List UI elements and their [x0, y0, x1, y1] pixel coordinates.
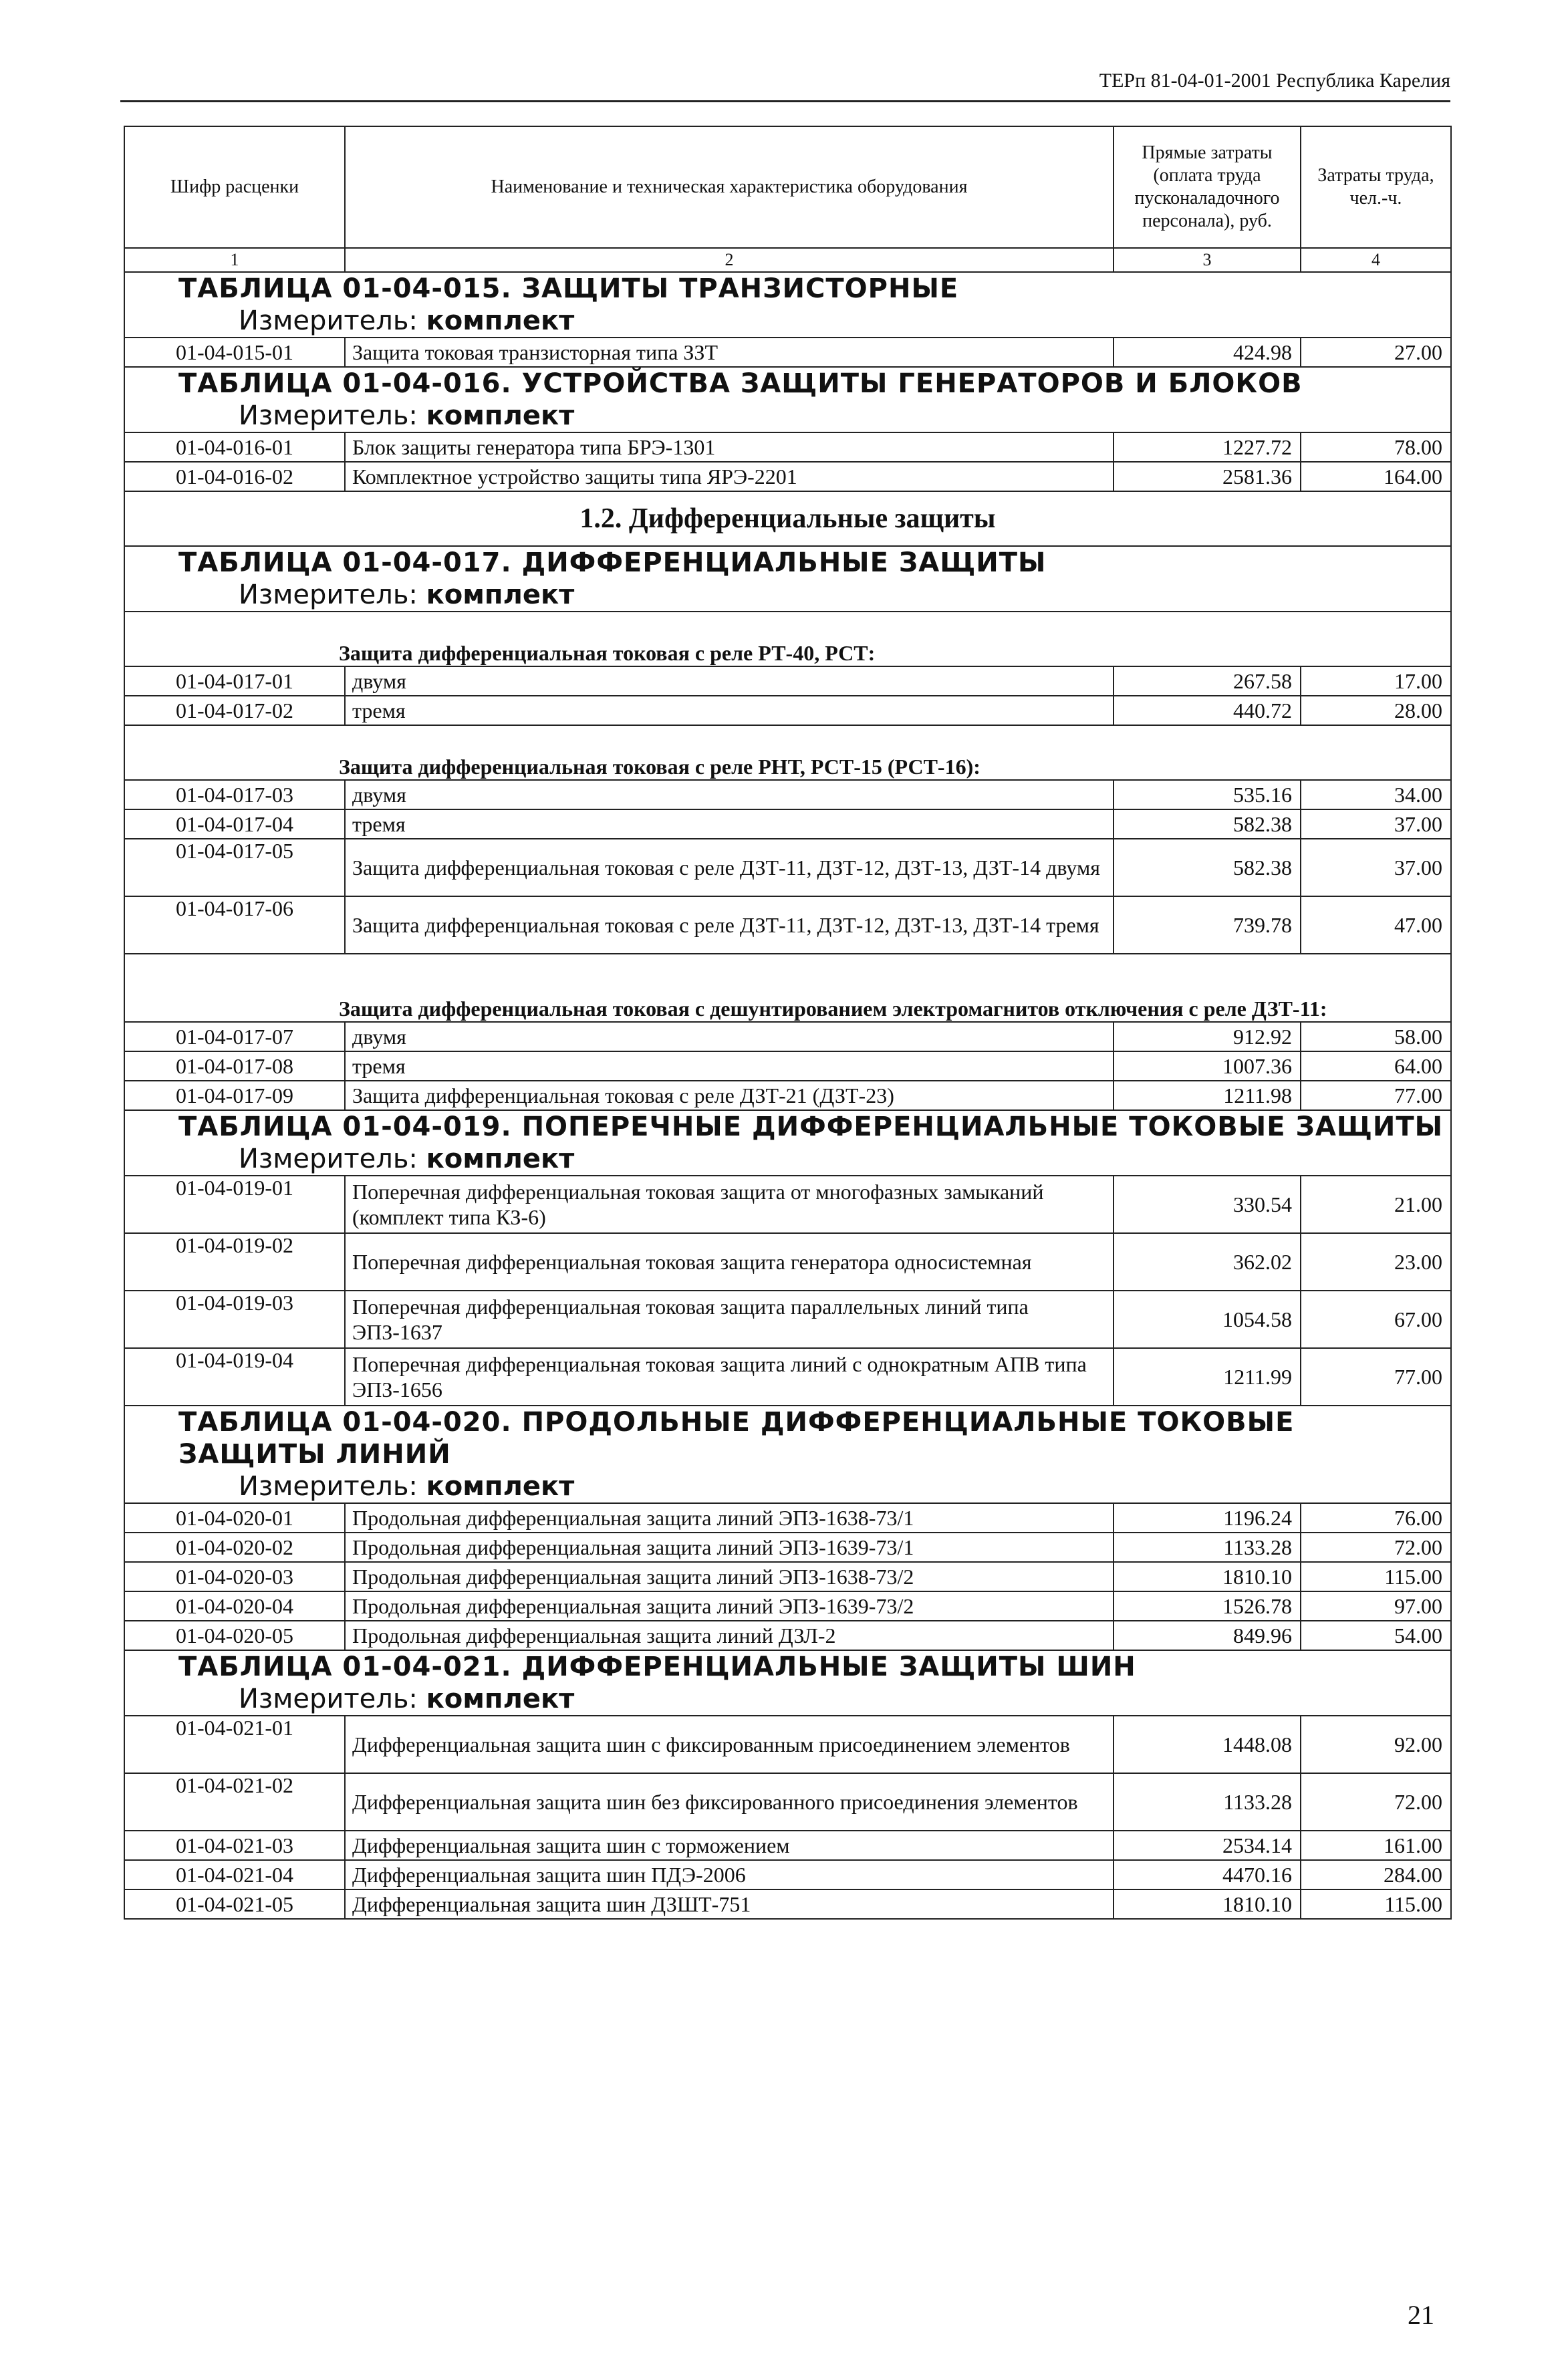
rate-labor: 78.00 — [1301, 432, 1451, 462]
rate-code: 01-04-017-08 — [124, 1051, 345, 1081]
rate-code: 01-04-021-03 — [124, 1831, 345, 1860]
rate-code: 01-04-019-03 — [124, 1291, 345, 1348]
col-number: 2 — [345, 248, 1114, 272]
rate-name: Продольная дифференциальная защита линий ДЗЛ-2 — [345, 1621, 1114, 1650]
rate-cost: 1448.08 — [1114, 1716, 1301, 1773]
rate-labor: 64.00 — [1301, 1051, 1451, 1081]
rate-name: Защита дифференциальная токовая с реле ДЗТ-21 (ДЗТ-23) — [345, 1081, 1114, 1110]
rates-table — [124, 126, 1452, 1920]
table-row — [124, 1773, 1451, 1831]
rate-cost: 1810.10 — [1114, 1562, 1301, 1591]
rate-labor: 54.00 — [1301, 1621, 1451, 1650]
col-number: 1 — [124, 248, 345, 272]
section-meter: Измеритель: комплект — [239, 1144, 575, 1174]
section-title: ТАБЛИЦА 01-04-015. ЗАЩИТЫ ТРАНЗИСТОРНЫЕ — [178, 273, 959, 304]
rate-labor: 284.00 — [1301, 1860, 1451, 1889]
rate-cost: 330.54 — [1114, 1176, 1301, 1233]
section-title: ТАБЛИЦА 01-04-020. ПРОДОЛЬНЫЕ ДИФФЕРЕНЦИАЛЬНЫЕ ТОКОВЫЕ ЗАЩИТЫ ЛИНИЙ — [178, 1407, 1295, 1470]
section-title: ТАБЛИЦА 01-04-016. УСТРОЙСТВА ЗАЩИТЫ ГЕНЕРАТОРОВ И БЛОКОВ — [178, 368, 1303, 399]
table-section-header — [124, 1110, 1451, 1176]
header-title: ТЕРп 81-04-01-2001 Республика Карелия — [1099, 70, 1450, 92]
col-number: 3 — [1114, 248, 1301, 272]
subsection-header — [124, 491, 1451, 546]
rate-name: Комплектное устройство защиты типа ЯРЭ-2201 — [345, 462, 1114, 491]
rate-cost: 849.96 — [1114, 1621, 1301, 1650]
rate-code: 01-04-021-01 — [124, 1716, 345, 1773]
rate-code: 01-04-017-04 — [124, 809, 345, 839]
rate-code: 01-04-017-01 — [124, 666, 345, 696]
rate-labor: 72.00 — [1301, 1533, 1451, 1562]
group-header — [124, 612, 1451, 666]
rate-name: Продольная дифференциальная защита линий ЭПЗ-1639-73/1 — [345, 1533, 1114, 1562]
rate-labor: 76.00 — [1301, 1503, 1451, 1533]
table-row — [124, 1081, 1451, 1110]
table-row — [124, 462, 1451, 491]
rate-code: 01-04-017-06 — [124, 896, 345, 954]
rate-labor: 17.00 — [1301, 666, 1451, 696]
rate-labor: 115.00 — [1301, 1562, 1451, 1591]
table-row — [124, 809, 1451, 839]
rate-cost: 267.58 — [1114, 666, 1301, 696]
table-row — [124, 1533, 1451, 1562]
rate-name: Дифференциальная защита шин с фиксированным присоединением элементов — [345, 1716, 1114, 1773]
rate-code: 01-04-016-02 — [124, 462, 345, 491]
table-section-header — [124, 546, 1451, 612]
table-row — [124, 1022, 1451, 1051]
rate-name: двумя — [345, 780, 1114, 809]
rate-code: 01-04-020-02 — [124, 1533, 345, 1562]
table-row — [124, 896, 1451, 954]
rate-labor: 23.00 — [1301, 1233, 1451, 1291]
rate-labor: 37.00 — [1301, 839, 1451, 896]
rate-cost: 1133.28 — [1114, 1773, 1301, 1831]
rate-code: 01-04-019-01 — [124, 1176, 345, 1233]
rate-labor: 67.00 — [1301, 1291, 1451, 1348]
table-row — [124, 696, 1451, 725]
rate-name: тремя — [345, 696, 1114, 725]
table-row — [124, 1860, 1451, 1889]
rate-cost: 912.92 — [1114, 1022, 1301, 1051]
rate-code: 01-04-021-05 — [124, 1889, 345, 1919]
rate-cost: 739.78 — [1114, 896, 1301, 954]
rate-name: двумя — [345, 1022, 1114, 1051]
rate-cost: 362.02 — [1114, 1233, 1301, 1291]
table-row — [124, 432, 1451, 462]
column-headers — [124, 126, 1451, 248]
rate-labor: 27.00 — [1301, 338, 1451, 367]
rate-code: 01-04-017-09 — [124, 1081, 345, 1110]
rate-labor: 37.00 — [1301, 809, 1451, 839]
rate-cost: 582.38 — [1114, 809, 1301, 839]
rate-name: Дифференциальная защита шин без фиксированного присоединения элементов — [345, 1773, 1114, 1831]
rate-labor: 58.00 — [1301, 1022, 1451, 1051]
rate-name: Продольная дифференциальная защита линий ЭПЗ-1638-73/1 — [345, 1503, 1114, 1533]
rate-cost: 535.16 — [1114, 780, 1301, 809]
table-row — [124, 1233, 1451, 1291]
group-header — [124, 725, 1451, 780]
section-meter: Измеритель: комплект — [239, 400, 575, 431]
rate-code: 01-04-017-07 — [124, 1022, 345, 1051]
subsection-title: 1.2. Дифференциальные защиты — [124, 491, 1451, 546]
running-header — [120, 67, 1450, 102]
section-meter: Измеритель: комплект — [239, 579, 575, 610]
table-row — [124, 780, 1451, 809]
table-row — [124, 338, 1451, 367]
table-row — [124, 1831, 1451, 1860]
table-row — [124, 1503, 1451, 1533]
table-row — [124, 1562, 1451, 1591]
col-name-header: Наименование и техническая характеристика оборудования — [345, 126, 1114, 248]
rate-code: 01-04-016-01 — [124, 432, 345, 462]
col-code-header: Шифр расценки — [124, 126, 345, 248]
rate-cost: 1526.78 — [1114, 1591, 1301, 1621]
rate-labor: 34.00 — [1301, 780, 1451, 809]
rate-labor: 47.00 — [1301, 896, 1451, 954]
rate-name: тремя — [345, 809, 1114, 839]
rate-cost: 1133.28 — [1114, 1533, 1301, 1562]
rate-code: 01-04-015-01 — [124, 338, 345, 367]
rate-cost: 424.98 — [1114, 338, 1301, 367]
rate-labor: 115.00 — [1301, 1889, 1451, 1919]
section-meter: Измеритель: комплект — [239, 1684, 575, 1714]
rate-cost: 4470.16 — [1114, 1860, 1301, 1889]
table-row — [124, 1348, 1451, 1406]
rate-labor: 161.00 — [1301, 1831, 1451, 1860]
col-direct-header: Прямые затраты (оплата труда пусконаладочного персонала), руб. — [1114, 126, 1301, 248]
page-number: 21 — [1408, 2300, 1434, 2330]
table-row — [124, 1716, 1451, 1773]
group-title: Защита дифференциальная токовая с реле РТ-40, РСТ: — [124, 612, 1451, 666]
rate-name: тремя — [345, 1051, 1114, 1081]
rate-name: Дифференциальная защита шин с торможением — [345, 1831, 1114, 1860]
rate-name: Поперечная дифференциальная токовая защита от многофазных замыканий (комплект типа КЗ-6) — [345, 1176, 1114, 1233]
rate-name: Поперечная дифференциальная токовая защита параллельных линий типа ЭПЗ-1637 — [345, 1291, 1114, 1348]
rate-labor: 92.00 — [1301, 1716, 1451, 1773]
rate-code: 01-04-020-01 — [124, 1503, 345, 1533]
rate-code: 01-04-019-02 — [124, 1233, 345, 1291]
rate-code: 01-04-017-02 — [124, 696, 345, 725]
rate-name: Продольная дифференциальная защита линий ЭПЗ-1638-73/2 — [345, 1562, 1114, 1591]
rate-name: Продольная дифференциальная защита линий ЭПЗ-1639-73/2 — [345, 1591, 1114, 1621]
group-header — [124, 954, 1451, 1022]
table-row — [124, 839, 1451, 896]
table-section-header — [124, 1406, 1451, 1503]
rate-code: 01-04-017-05 — [124, 839, 345, 896]
section-meter: Измеритель: комплект — [239, 1471, 575, 1502]
rate-code: 01-04-020-04 — [124, 1591, 345, 1621]
group-title: Защита дифференциальная токовая с дешунтированием электромагнитов отключения с реле ДЗТ-11: — [124, 954, 1451, 1022]
rate-name: Поперечная дифференциальная токовая защита генератора односистемная — [345, 1233, 1114, 1291]
rate-code: 01-04-021-04 — [124, 1860, 345, 1889]
section-title: ТАБЛИЦА 01-04-021. ДИФФЕРЕНЦИАЛЬНЫЕ ЗАЩИТЫ ШИН — [178, 1652, 1136, 1682]
table-row — [124, 1051, 1451, 1081]
rate-code: 01-04-020-05 — [124, 1621, 345, 1650]
section-title: ТАБЛИЦА 01-04-019. ПОПЕРЕЧНЫЕ ДИФФЕРЕНЦИАЛЬНЫЕ ТОКОВЫЕ ЗАЩИТЫ — [178, 1111, 1444, 1142]
table-row — [124, 1889, 1451, 1919]
col-number: 4 — [1301, 248, 1451, 272]
rate-code: 01-04-017-03 — [124, 780, 345, 809]
rate-cost: 582.38 — [1114, 839, 1301, 896]
table-row — [124, 1291, 1451, 1348]
rate-labor: 97.00 — [1301, 1591, 1451, 1621]
rate-name: Дифференциальная защита шин ПДЭ-2006 — [345, 1860, 1114, 1889]
rate-cost: 1211.99 — [1114, 1348, 1301, 1406]
group-title: Защита дифференциальная токовая с реле РНТ, РСТ-15 (РСТ-16): — [124, 725, 1451, 780]
rate-name: Защита дифференциальная токовая с реле ДЗТ-11, ДЗТ-12, ДЗТ-13, ДЗТ-14 двумя — [345, 839, 1114, 896]
rate-cost: 1211.98 — [1114, 1081, 1301, 1110]
rate-cost: 1227.72 — [1114, 432, 1301, 462]
rate-name: Защита дифференциальная токовая с реле ДЗТ-11, ДЗТ-12, ДЗТ-13, ДЗТ-14 тремя — [345, 896, 1114, 954]
table-section-header — [124, 367, 1451, 432]
rate-labor: 28.00 — [1301, 696, 1451, 725]
rate-code: 01-04-019-04 — [124, 1348, 345, 1406]
rate-code: 01-04-021-02 — [124, 1773, 345, 1831]
column-numbers — [124, 248, 1451, 272]
rate-name: Дифференциальная защита шин ДЗШТ-751 — [345, 1889, 1114, 1919]
rate-labor: 72.00 — [1301, 1773, 1451, 1831]
rate-code: 01-04-020-03 — [124, 1562, 345, 1591]
rate-name: Защита токовая транзисторная типа ЗЗТ — [345, 338, 1114, 367]
table-row — [124, 1591, 1451, 1621]
rate-cost: 1007.36 — [1114, 1051, 1301, 1081]
col-labor-header: Затраты труда, чел.-ч. — [1301, 126, 1451, 248]
table-section-header — [124, 1650, 1451, 1716]
rate-cost: 1054.58 — [1114, 1291, 1301, 1348]
section-title: ТАБЛИЦА 01-04-017. ДИФФЕРЕНЦИАЛЬНЫЕ ЗАЩИТЫ — [178, 547, 1047, 578]
table-row — [124, 666, 1451, 696]
rate-cost: 2581.36 — [1114, 462, 1301, 491]
table-row — [124, 1176, 1451, 1233]
rate-name: Поперечная дифференциальная токовая защита линий с однократным АПВ типа ЭПЗ-1656 — [345, 1348, 1114, 1406]
rate-cost: 1196.24 — [1114, 1503, 1301, 1533]
rate-labor: 77.00 — [1301, 1081, 1451, 1110]
rate-cost: 2534.14 — [1114, 1831, 1301, 1860]
rate-labor: 164.00 — [1301, 462, 1451, 491]
section-meter: Измеритель: комплект — [239, 305, 575, 336]
table-section-header — [124, 272, 1451, 338]
rate-name: Блок защиты генератора типа БРЭ-1301 — [345, 432, 1114, 462]
rate-cost: 440.72 — [1114, 696, 1301, 725]
rate-labor: 21.00 — [1301, 1176, 1451, 1233]
rate-name: двумя — [345, 666, 1114, 696]
rate-labor: 77.00 — [1301, 1348, 1451, 1406]
rate-cost: 1810.10 — [1114, 1889, 1301, 1919]
table-row — [124, 1621, 1451, 1650]
